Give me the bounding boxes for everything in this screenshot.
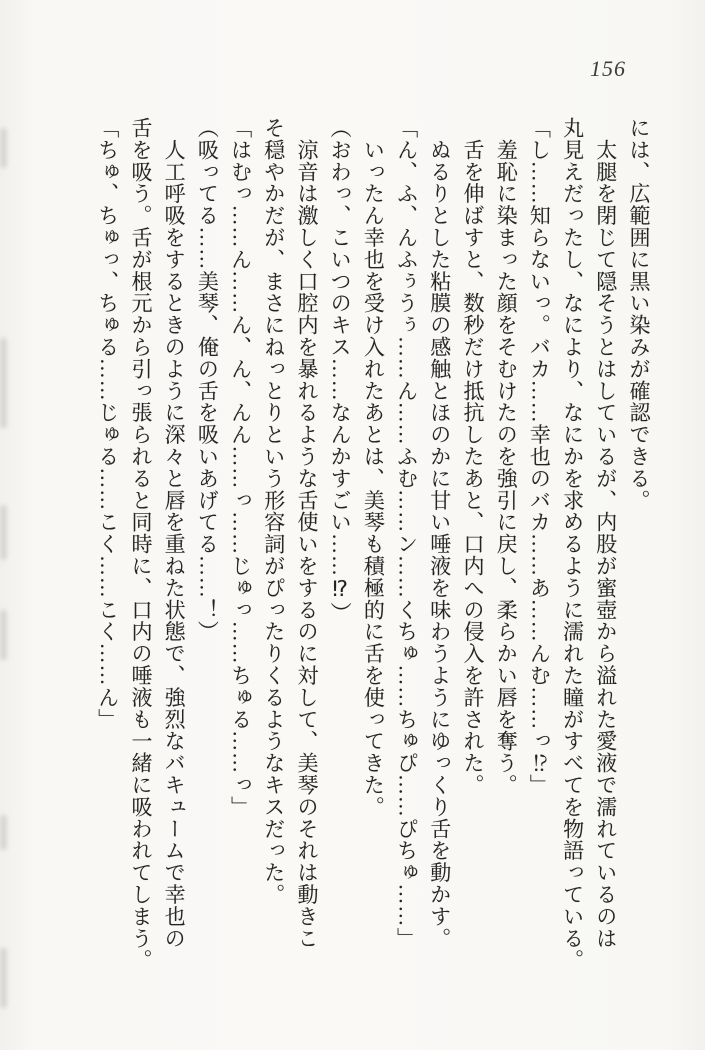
text-column: 人工呼吸をするときのように深々と唇を重ねた状態で、強烈なバキュームで幸也の <box>162 117 187 950</box>
text-column: 「はむっ……ん……ん、ん、んん……っ……じゅっ……ちゅる……っ」 <box>228 117 253 818</box>
text-column: （吸ってる……美琴、俺の舌を吸いあげてる……！） <box>195 117 220 643</box>
text-column: そ穏やかだが、まさにねっとりという形容詞がぴったりくるようなキスだった。 <box>261 117 286 906</box>
text-column: には、広範囲に黒い染みが確認できる。 <box>627 117 651 512</box>
page-number: 156 <box>590 56 626 81</box>
text-column: 羞恥に染まった顔をそむけたのを強引に戻し、柔らかい唇を奪う。 <box>494 117 519 796</box>
left-edge-bleed-mark <box>0 338 7 428</box>
text-column: 涼音は激しく口腔内を暴れるような舌使いをするのに対して、美琴のそれは動きこ <box>294 117 319 950</box>
text-column: 舌を吸う。舌が根元から引っ張られると同時に、口内の唾液も一緒に吸われてしまう。 <box>128 117 153 972</box>
text-column: 舌を伸ばすと、数秒だけ抵抗したあと、口内への侵入を許された。 <box>460 117 485 796</box>
text-column: いったん幸也を受け入れたあとは、美琴も積極的に舌を使ってきた。 <box>361 117 386 818</box>
text-column: 丸見えだったし、なにより、なにかを求めるように濡れた瞳がすべてを物語っている。 <box>560 117 585 972</box>
text-column: 太腿を閉じて隠そうとはしているが、内股が蜜壺から溢れた愛液で濡れているのは <box>593 117 618 950</box>
left-edge-bleed-mark <box>0 128 7 168</box>
left-edge-bleed-mark <box>0 948 7 1008</box>
text-column: 「ん、ふ、んふぅうぅ……ん……ふむ……ン……くちゅ……ちゅぴ……ぴちゅ……」 <box>394 117 419 950</box>
text-column: 「し……知らないっ。バカ……幸也のバカ……あ……んむ……っ⁉」 <box>527 117 552 796</box>
text-column: ぬるりとした粘膜の感触とほのかに甘い唾液を味わうようにゆっくり舌を動かす。 <box>427 117 452 950</box>
text-column: （おわっ、こいつのキス……なんかすごい……⁉） <box>328 117 353 624</box>
left-edge-bleed-mark <box>0 505 7 560</box>
text-column: 「ちゅ、ちゅっ、ちゅる……じゅる……こく……こく……ん」 <box>95 117 120 731</box>
left-edge-bleed-mark <box>0 815 7 850</box>
text-columns <box>89 117 655 997</box>
left-edge-bleed-mark <box>0 610 7 660</box>
